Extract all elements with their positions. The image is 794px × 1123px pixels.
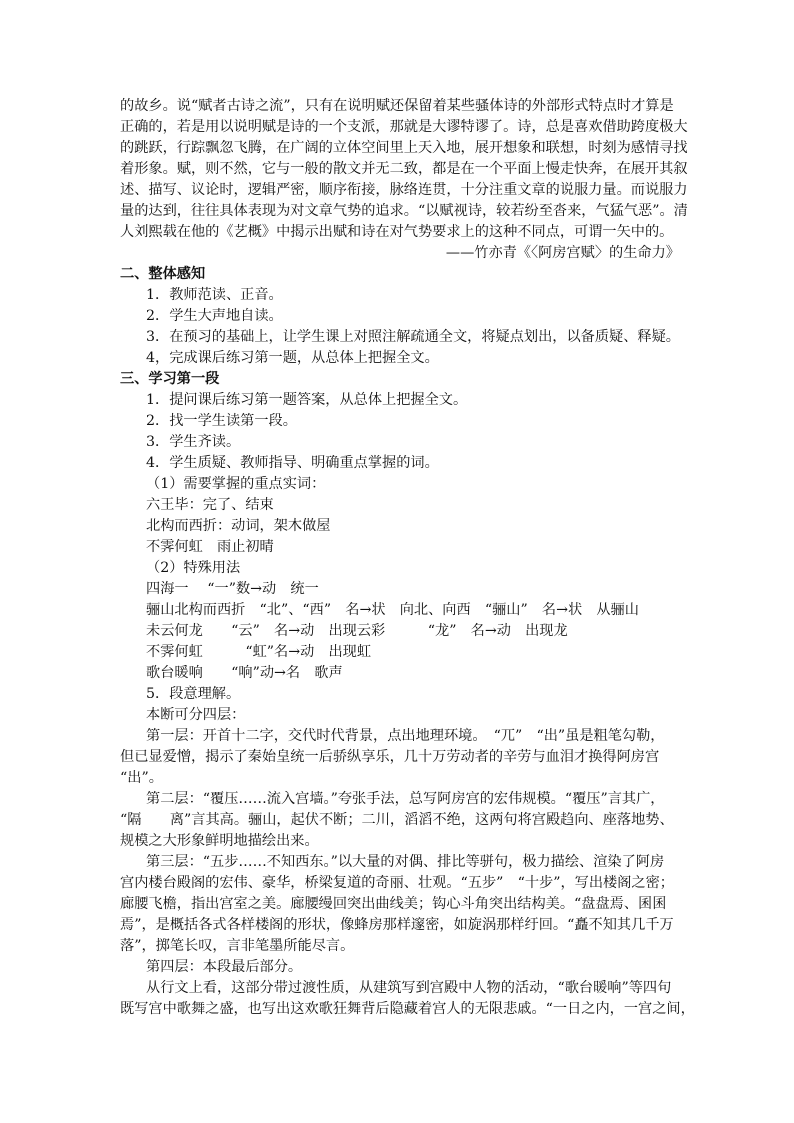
document-page	[120, 96, 695, 1020]
special-usage: 四海一 “一”数→动 统一	[146, 581, 319, 597]
special-usage: 歌台暖响 “响”动→名 歌声	[146, 665, 343, 681]
text-line: 的故乡。说“赋者古诗之流”，只有在说明赋还保留着某些骚体诗的外部形式特点时才算是	[120, 98, 674, 114]
word-entry: 六王毕：完了、结束	[146, 497, 274, 513]
text-line: 廊腰飞檐，指出宫室之美。廊腰缦回突出曲线美；钩心斗角突出结构美。“盘盘焉、囷囷	[120, 896, 667, 912]
text-line: 落”，掷笔长叹，言非笔墨所能尽言。	[120, 938, 355, 954]
text-line: 正确的，若是用以说明赋是诗的一个支派，那就是大谬特谬了。诗，总是喜欢借助跨度极大	[120, 119, 688, 135]
layer-paragraph	[120, 726, 680, 789]
text-line: 宫内楼台殿阁的宏伟、豪华，桥梁复道的奇丽、壮观。“五步” “十步”，写出楼阁之密；	[120, 875, 674, 891]
text-line: 从行文上看，这部分带过渡性质，从建筑写到宫殿中人物的活动，“歌台暖响”等四句	[146, 980, 672, 996]
word-entry: 北构而西折：动词，架木做屋	[146, 518, 331, 534]
section-heading-3: 三、学习第一段	[120, 371, 220, 387]
special-usage: 不霁何虹 “虹”名→动 出现虹	[146, 644, 372, 660]
text-line: 但已显爱憎，揭示了秦始皇统一后骄纵享乐，几十万劳动者的辛劳与血泪才换得阿房宫	[120, 749, 660, 765]
list-item: 1．提问课后练习第一题答案，从总体上把握全文。	[146, 392, 468, 408]
text-line: 既写宫中歌舞之盛，也写出这欢歌狂舞背后隐藏着宫人的无限悲戚。“一日之内，一宫之间，	[120, 1001, 695, 1017]
list-item: 4，完成课后练习第一题，从总体上把握全文。	[146, 350, 439, 366]
text-line: 量的达到，往往具体表现为对文章气势的追求。“以赋视诗，较若纷至沓来，气猛气恶”。清	[120, 203, 688, 219]
list-item: 2．学生大声地自读。	[146, 308, 283, 324]
list-item-note: 本断可分四层：	[146, 707, 246, 723]
text-line: 第三层：“五步……不知西东。”以大量的对偶、排比等骈句，极力描绘、渲染了阿房	[146, 854, 665, 870]
list-item: 1．教师范读、正音。	[146, 287, 283, 303]
section-heading-2: 二、整体感知	[120, 266, 206, 282]
layer-paragraph	[120, 789, 680, 852]
intro-paragraph	[120, 96, 688, 243]
text-line: 焉”，是概括各式各样楼阁的形状，像蜂房那样邃密，如旋涡那样纡回。“矗不知其几千万	[120, 917, 674, 933]
text-line: 第一层：开首十二字，交代时代背景，点出地理环境。 “兀” “出”虽是粗笔勾勒，	[146, 728, 665, 744]
layer-heading: 第四层：本段最后部分。	[146, 959, 303, 975]
text-line: 述、描写、议论时，逻辑严密，顺序衔接，脉络连贯，十分注重文章的说服力量。而说服力	[120, 182, 688, 198]
text-line: 第二层：“覆压……流入宫墙。”夸张手法，总写阿房宫的宏伟规模。“覆压”言其广，	[146, 791, 665, 807]
text-line: 人刘熙载在他的《艺概》中揭示出赋和诗在对气势要求上的这种不同点，可谓一矢中的。	[120, 224, 674, 240]
special-usage: 未云何龙 “云” 名→动 出现云彩 “龙” 名→动 出现龙	[146, 623, 568, 639]
list-item: 5．段意理解。	[146, 686, 241, 702]
text-line: 着形象。赋，则不然，它与一般的散文并无二致，都是在一个平面上慢走快奔，在展开其叙	[120, 161, 688, 177]
list-item: 3．在预习的基础上，让学生课上对照注解疏通全文，将疑点划出，以备质疑、释疑。	[146, 329, 680, 345]
text-line: 的跳跃，行踪飘忽飞腾，在广阔的立体空间里上天入地，展开想象和联想，时刻为感情寻找	[120, 140, 688, 156]
text-line: “出”。	[120, 770, 163, 786]
attribution: ——竹亦青《〈阿房宫赋〉的生命力》	[445, 245, 680, 261]
list-item: 4．学生质疑、教师指导、明确重点掌握的词。	[146, 455, 439, 471]
word-entry: 不霁何虹 雨止初晴	[146, 539, 274, 555]
closing-paragraph	[120, 978, 695, 1020]
text-line: “隔 离”言其高。骊山，起伏不断；二川，滔滔不绝，这两句将宫殿趋向、座落地势、	[120, 812, 674, 828]
subheading: （2）特殊用法	[146, 560, 241, 576]
list-item: 2．找一学生读第一段。	[146, 413, 297, 429]
special-usage: 骊山北构而西折 “北”、“西” 名→状 向北、向西 “骊山” 名→状 从骊山	[146, 602, 639, 618]
subheading: （1）需要掌握的重点实词：	[146, 476, 326, 492]
layer-paragraph	[120, 852, 680, 957]
text-line: 规模之大形象鲜明地描绘出来。	[120, 833, 319, 849]
list-item: 3．学生齐读。	[146, 434, 241, 450]
